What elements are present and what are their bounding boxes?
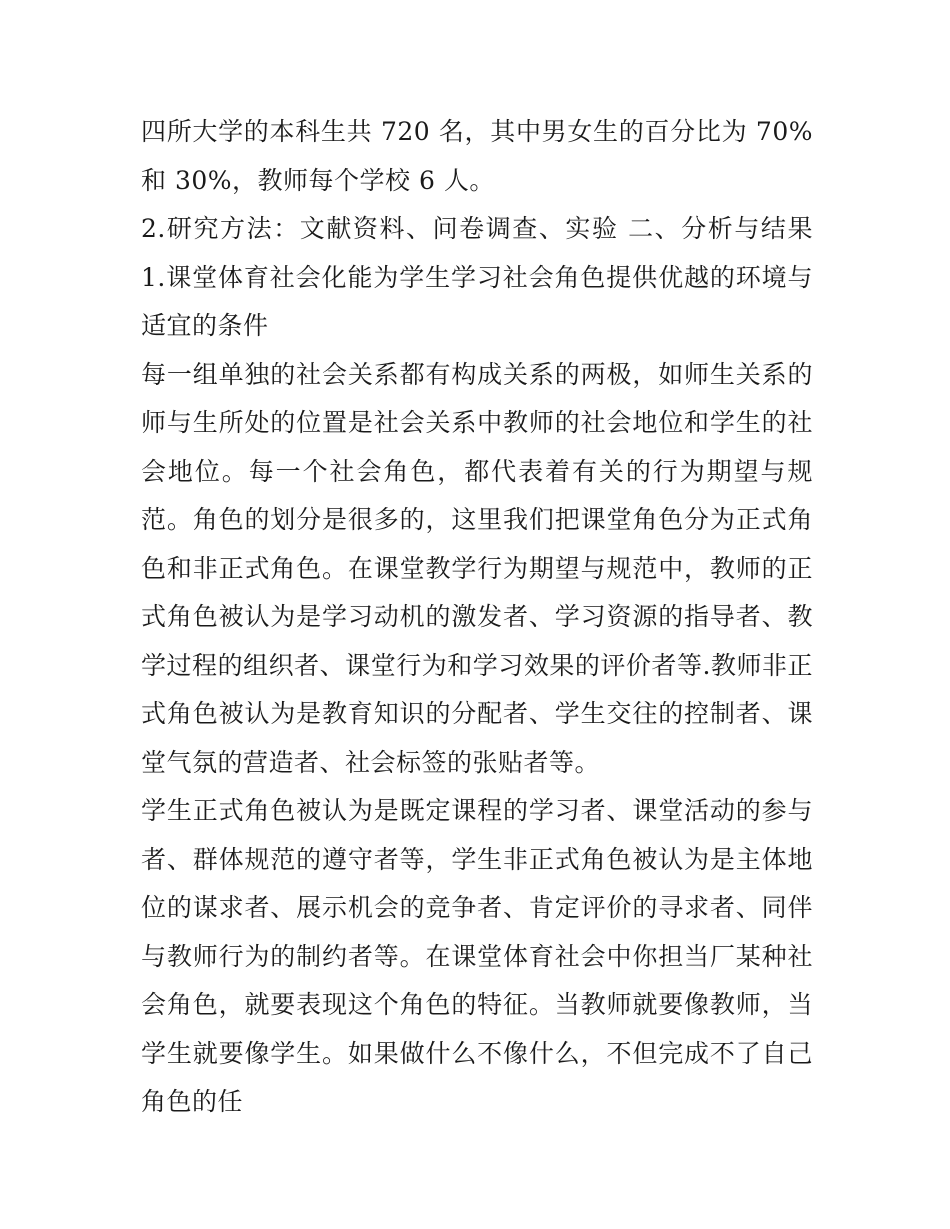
paragraph-participants: 四所大学的本科生共 720 名，其中男女生的百分比为 70%和 30%，教师每个学校 6 人。 (141, 117, 813, 195)
document-body (141, 108, 813, 1127)
paragraph-student-roles: 学生正式角色被认为是既定课程的学习者、课堂活动的参与者、群体规范的遵守者等，学生非正式角色被认为是主体地位的谋求者、展示机会的竞争者、肯定评价的寻求者、同伴与教师行为的制约者等。在课堂体育社会中你担当厂某种社会角色，就要表现这个角色的特征。当教师就要像教师，当学生就要像学生。如果做什么不像什么，不但完成不了自己角色的任 (141, 796, 813, 1116)
paragraph-methods-results: 2.研究方法：文献资料、问卷调查、实验 二、分析与结果 1.课堂体育社会化能为学生学习社会角色提供优越的环境与适宜的条件 (141, 214, 813, 340)
paragraph-teacher-roles: 每一组单独的社会关系都有构成关系的两极，如师生关系的师与生所处的位置是社会关系中教师的社会地位和学生的社会地位。每一个社会角色，都代表着有关的行为期望与规范。角色的划分是很多的，这里我们把课堂角色分为正式角色和非正式角色。在课堂教学行为期望与规范中，教师的正式角色被认为是学习动机的激发者、学习资源的指导者、教学过程的组织者、课堂行为和学习效果的评价者等.教师非正式角色被认为是教育知识的分配者、学生交往的控制者、课堂气氛的营造者、社会标签的张贴者等。 (141, 359, 813, 777)
